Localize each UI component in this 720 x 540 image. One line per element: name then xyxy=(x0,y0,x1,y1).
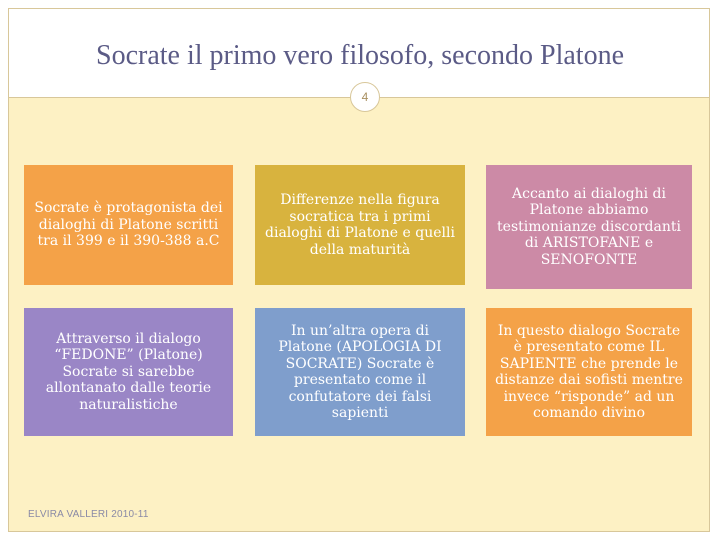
info-box-fedone: Attraverso il dialogo “FEDONE” (Platone) Socrate si sarebbe allontanato dalle teorie naturalistiche xyxy=(24,308,233,436)
info-box-testimonies: Accanto ai dialoghi di Platone abbiamo testimonianze discordanti di ARISTOFANE e SENOFONTE xyxy=(486,165,692,289)
slide-number-badge: 4 xyxy=(350,82,380,112)
info-box-apologia: In un’altra opera di Platone (APOLOGIA DI SOCRATE) Socrate è presentato come il confutatore dei falsi sapienti xyxy=(255,308,465,436)
slide-footer: ELVIRA VALLERI 2010-11 xyxy=(28,509,149,520)
info-box-sapiente: In questo dialogo Socrate è presentato come IL SAPIENTE che prende le distanze dai sofisti mentre invece “risponde” ad un comando divino xyxy=(486,308,692,436)
slide-title: Socrate il primo vero filosofo, secondo Platone xyxy=(96,40,624,71)
info-box-differences: Differenze nella figura socratica tra i primi dialoghi di Platone e quelli della maturità xyxy=(255,165,465,285)
info-box-protagonist: Socrate è protagonista dei dialoghi di Platone scritti tra il 399 e il 390-388 a.C xyxy=(24,165,233,285)
